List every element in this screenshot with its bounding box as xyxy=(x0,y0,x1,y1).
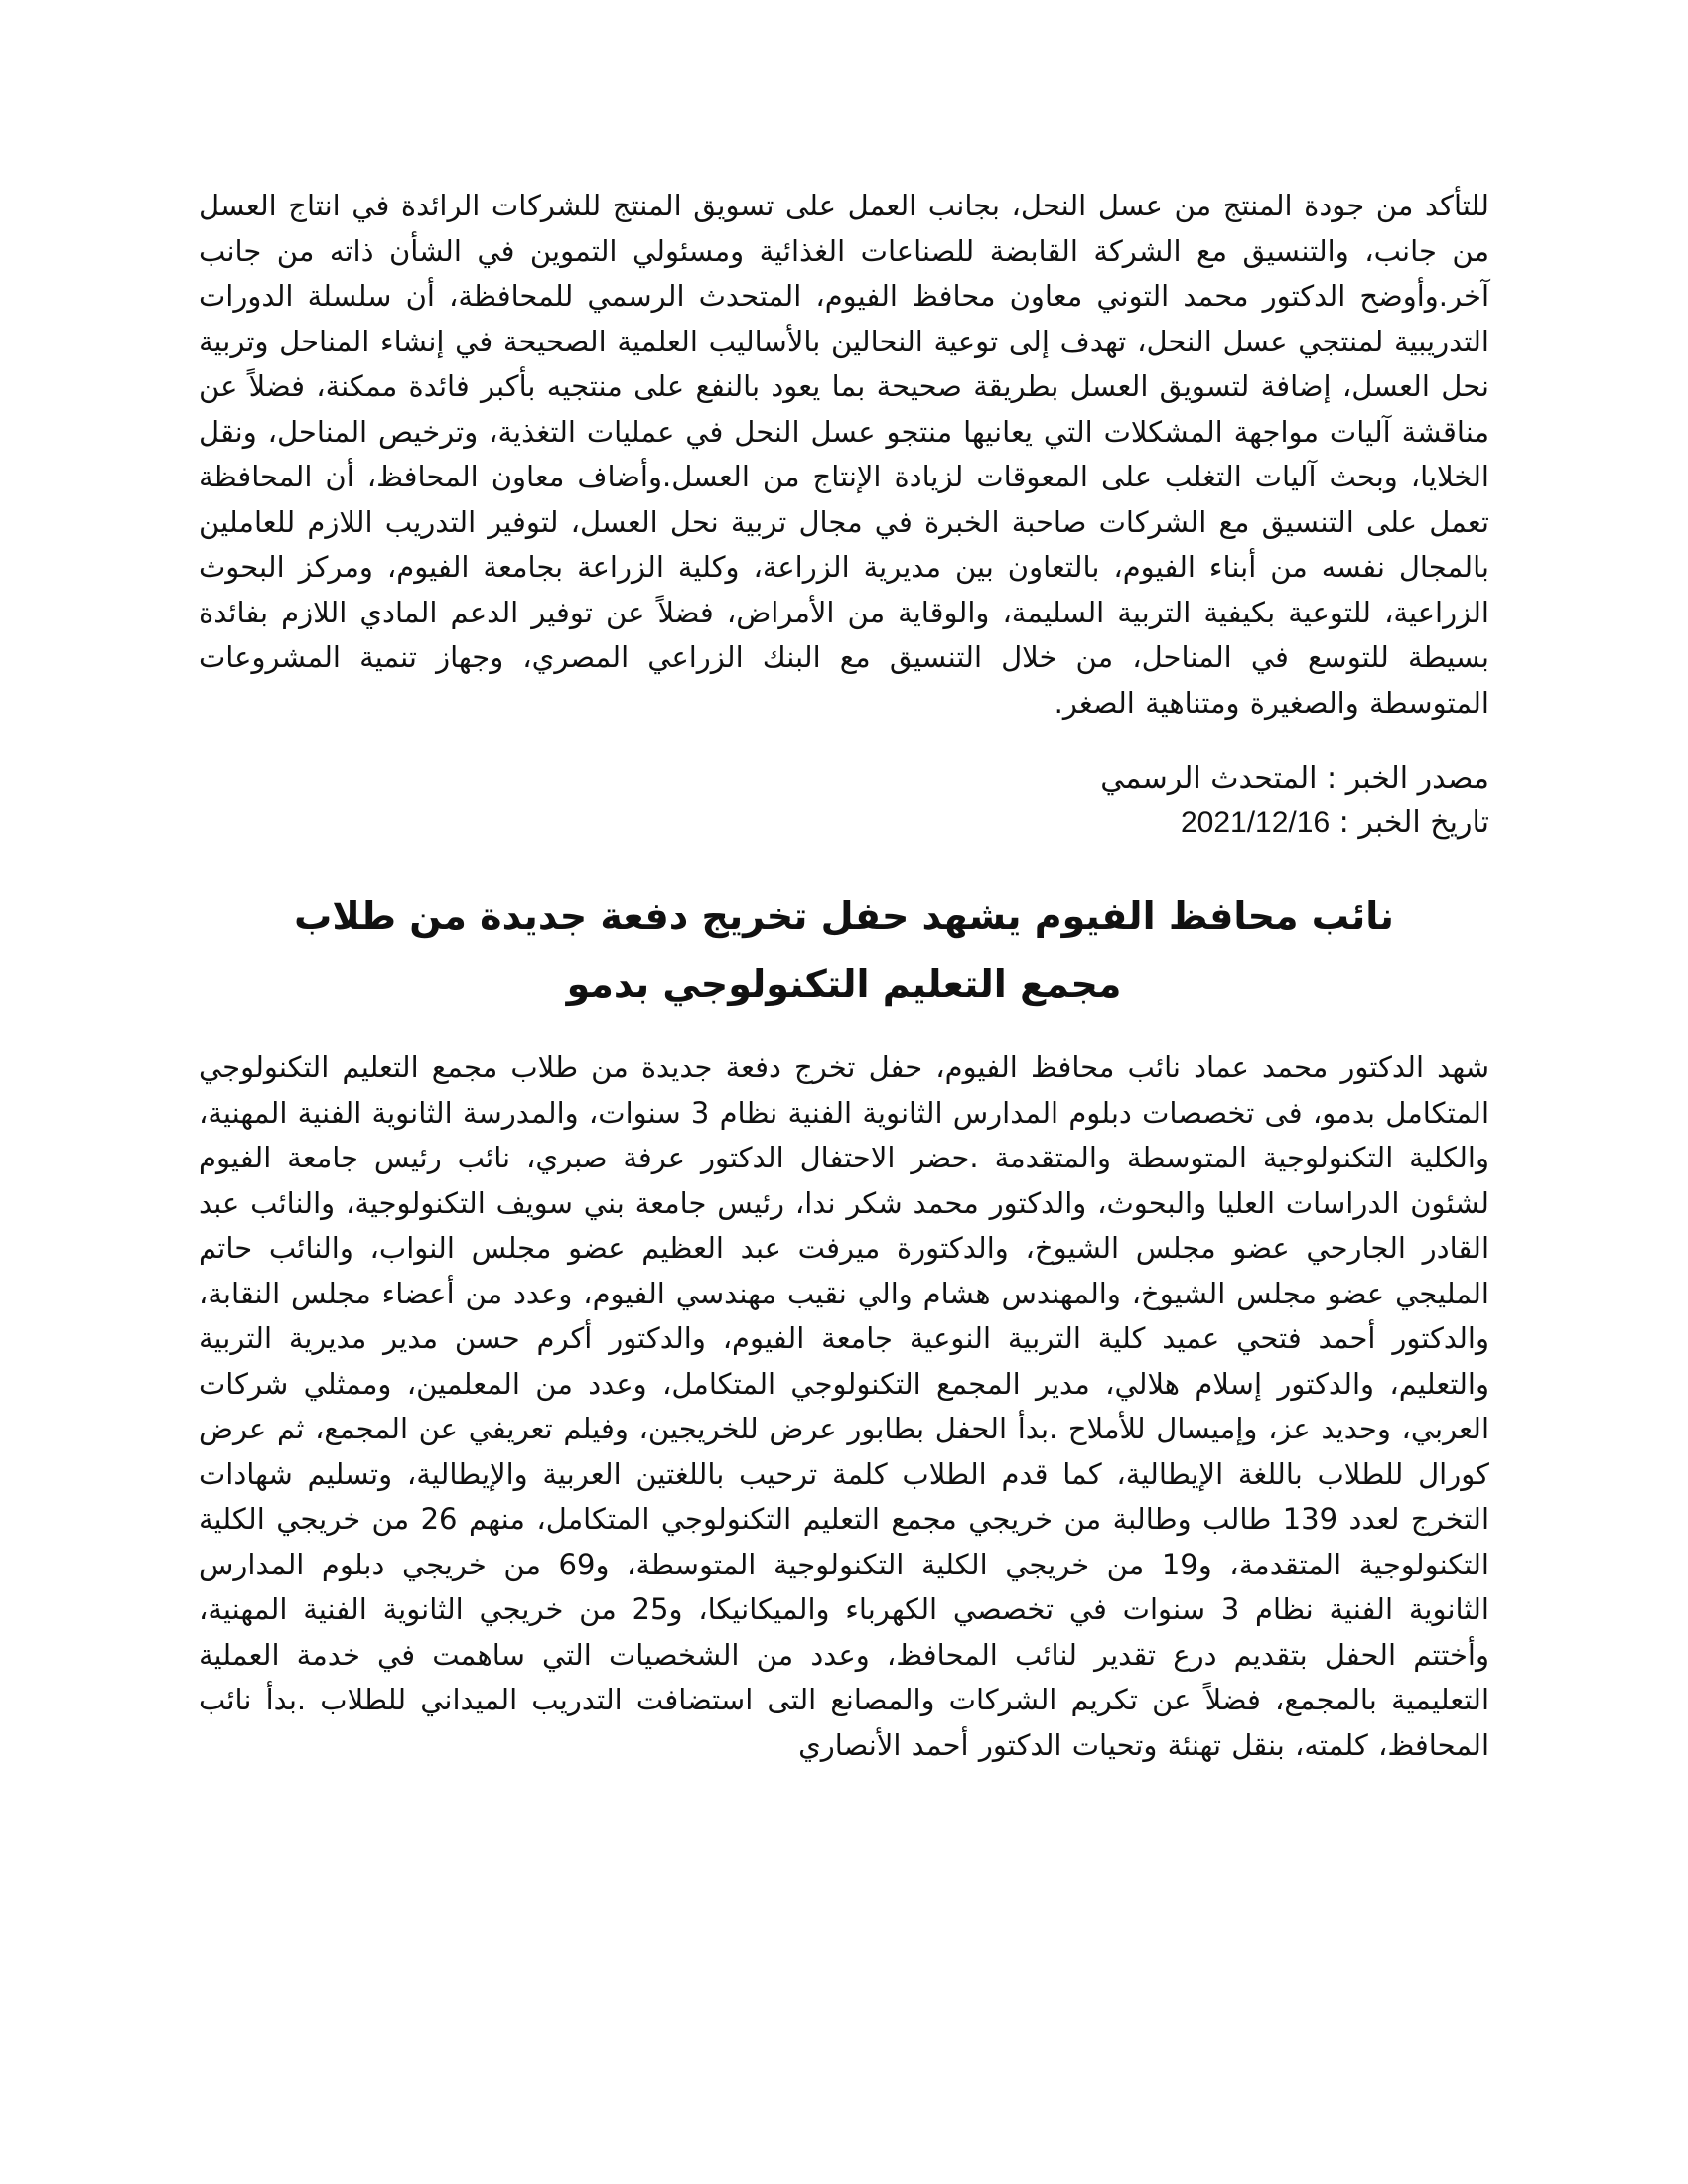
article-1-meta xyxy=(199,757,1489,845)
news-date-value: 2021/12/16 xyxy=(1180,806,1331,839)
article-2-headline: نائب محافظ الفيوم يشهد حفل تخريج دفعة جديدة من طلاب مجمع التعليم التكنولوجي بدمو xyxy=(294,894,1394,1006)
document-page xyxy=(199,184,1489,1768)
news-date-label: تاريخ الخبر : xyxy=(1330,805,1489,840)
news-date-line xyxy=(199,801,1489,845)
news-source-line: مصدر الخبر : المتحدث الرسمي xyxy=(1100,761,1489,796)
article-2-body: شهد الدكتور محمد عماد نائب محافظ الفيوم، حفل تخرج دفعة جديدة من طلاب مجمع التعليم التكنولوجي المتكامل بدمو، فى تخصصات دبلوم المدارس الثانوية الفنية نظام 3 سنوات، والمدرسة الثانوية الفنية المهنية، والكلية التكنولوجية المتوسطة والمتقدمة .حضر الاحتفال الدكتور عرفة صبري، نائب رئيس جامعة الفيوم لشئون الدراسات العليا والبحوث، والدكتور محمد شكر ندا، رئيس جامعة بني سويف التكنولوجية، والنائب عبد القادر الجارحي عضو مجلس الشيوخ، والدكتورة ميرفت عبد العظيم عضو مجلس النواب، والنائب حاتم المليجي عضو مجلس الشيوخ، والمهندس هشام والي نقيب مهندسي الفيوم، وعدد من أعضاء مجلس النقابة، والدكتور أحمد فتحي عميد كلية التربية النوعية جامعة الفيوم، والدكتور أكرم حسن مدير مديرية التربية والتعليم، والدكتور إسلام هلالي، مدير المجمع التكنولوجي المتكامل، وعدد من المعلمين، وممثلي شركات العربي، وحديد عز، وإميسال للأملاح .بدأ الحفل بطابور عرض للخريجين، وفيلم تعريفي عن المجمع، ثم عرض كورال للطلاب باللغة الإيطالية، كما قدم الطلاب كلمة ترحيب باللغتين العربية والإيطالية، وتسليم شهادات التخرج لعدد 139 طالب وطالبة من خريجي مجمع التعليم التكنولوجي المتكامل، منهم 26 من خريجي الكلية التكنولوجية المتقدمة، و19 من خريجي الكلية التكنولوجية المتوسطة، و69 من خريجي دبلوم المدارس الثانوية الفنية نظام 3 سنوات في تخصصي الكهرباء والميكانيكا، و25 من خريجي الثانوية الفنية المهنية، وأختتم الحفل بتقديم درع تقدير لنائب المحافظ، وعدد من الشخصيات التي ساهمت في خدمة العملية التعليمية بالمجمع، فضلاً عن تكريم الشركات والمصانع التى استضافت التدريب الميداني للطلاب .بدأ نائب المحافظ، كلمته، بنقل تهنئة وتحيات الدكتور أحمد الأنصاري xyxy=(199,1050,1490,1762)
article-1-body: للتأكد من جودة المنتج من عسل النحل، بجانب العمل على تسويق المنتج للشركات الرائدة في انتاج العسل من جانب، والتنسيق مع الشركة القابضة للصناعات الغذائية ومسئولي التموين في الشأن ذاته من جانب آخر.وأوضح الدكتور محمد التوني معاون محافظ الفيوم، المتحدث الرسمي للمحافظة، أن سلسلة الدورات التدريبية لمنتجي عسل النحل، تهدف إلى توعية النحالين بالأساليب العلمية الصحيحة في إنشاء المناحل وتربية نحل العسل، إضافة لتسويق العسل بطريقة صحيحة بما يعود بالنفع على منتجيه بأكبر فائدة ممكنة، فضلاً عن مناقشة آليات مواجهة المشكلات التي يعانيها منتجو عسل النحل في عمليات التغذية، وترخيص المناحل، ونقل الخلايا، وبحث آليات التغلب على المعوقات لزيادة الإنتاج من العسل.وأضاف معاون المحافظ، أن المحافظة تعمل على التنسيق مع الشركات صاحبة الخبرة في مجال تربية نحل العسل، لتوفير التدريب اللازم للعاملين بالمجال نفسه من أبناء الفيوم، بالتعاون بين مديرية الزراعة، وكلية الزراعة بجامعة الفيوم، ومركز البحوث الزراعية، للتوعية بكيفية التربية السليمة، والوقاية من الأمراض، فضلاً عن توفير الدعم المادي اللازم بفائدة بسيطة للتوسع في المناحل، من خلال التنسيق مع البنك الزراعي المصري، وجهاز تنمية المشروعات المتوسطة والصغيرة ومتناهية الصغر. xyxy=(199,189,1489,720)
